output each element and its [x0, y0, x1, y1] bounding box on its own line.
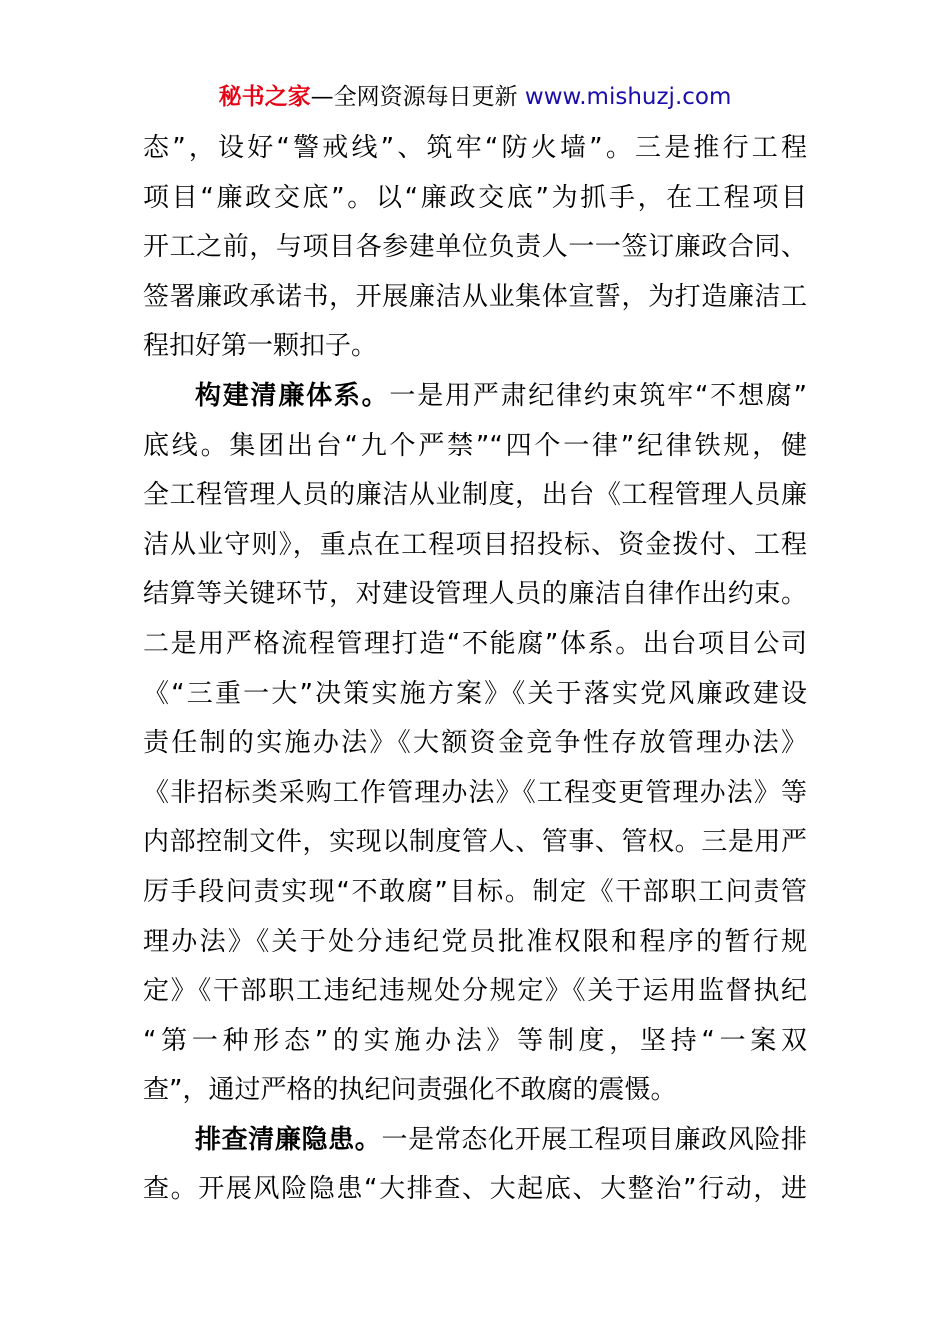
text-line: 全工程管理人员的廉洁从业制度，出台《工程管理人员廉 [143, 480, 807, 511]
text-line: 底线。集团出台“九个严禁”“四个一律”纪律铁规，健 [143, 430, 807, 461]
text-line: 结算等关键环节，对建设管理人员的廉洁自律作出约束。 [143, 579, 807, 610]
text-line: 洁从业守则》，重点在工程项目招投标、资金拨付、工程 [143, 529, 807, 560]
site-url-link[interactable]: www.mishuzj.com [524, 84, 732, 110]
text-line: 厉手段问责实现“不敢腐”目标。制定《干部职工问责管 [143, 876, 807, 907]
site-header [0, 80, 950, 114]
site-tagline: —全网资源每日更新 [310, 84, 525, 110]
text-line: 责任制的实施办法》《大额资金竞争性存放管理办法》 [143, 728, 807, 759]
section-heading-line: 构建清廉体系。一是用严肃纪律约束筑牢“不想腐” [195, 380, 807, 411]
text-line: “第一种形态”的实施办法》等制度，坚持“一案双 [143, 1025, 807, 1056]
document-body [143, 124, 807, 1215]
text-line: 态”，设好“警戒线”、筑牢“防火墙”。三是推行工程 [143, 133, 807, 163]
text-line: 查”，通过严格的执纪问责强化不敢腐的震慑。 [143, 1075, 677, 1106]
text-line: 《非招标类采购工作管理办法》《工程变更管理办法》等 [143, 777, 807, 808]
text-line: 《“三重一大”决策实施方案》《关于落实党风廉政建设 [143, 678, 807, 709]
section-heading: 排查清廉隐患。 [195, 1124, 382, 1155]
section-heading-line: 排查清廉隐患。一是常态化开展工程项目廉政风险排 [195, 1124, 807, 1155]
text-line: 项目“廉政交底”。以“廉政交底”为抓手，在工程项目 [143, 182, 807, 213]
text-line: 开工之前，与项目各参建单位负责人一一签订廉政合同、 [143, 232, 807, 263]
text-line: 二是用严格流程管理打造“不能腐”体系。出台项目公司 [143, 628, 807, 659]
text-line: 程扣好第一颗扣子。 [143, 331, 378, 362]
text-line: 签署廉政承诺书，开展廉洁从业集体宣誓，为打造廉洁工 [143, 281, 807, 312]
site-brand: 秘书之家 [218, 84, 311, 110]
text-line: 内部控制文件，实现以制度管人、管事、管权。三是用严 [143, 827, 807, 858]
text-line: 定》《干部职工违纪违规处分规定》《关于运用监督执纪 [143, 976, 807, 1007]
section-heading: 构建清廉体系。 [195, 380, 390, 411]
text-line: 查。开展风险隐患“大排查、大起底、大整治”行动，进 [143, 1174, 807, 1205]
text-line: 理办法》《关于处分违纪党员批准权限和程序的暂行规 [143, 926, 807, 957]
